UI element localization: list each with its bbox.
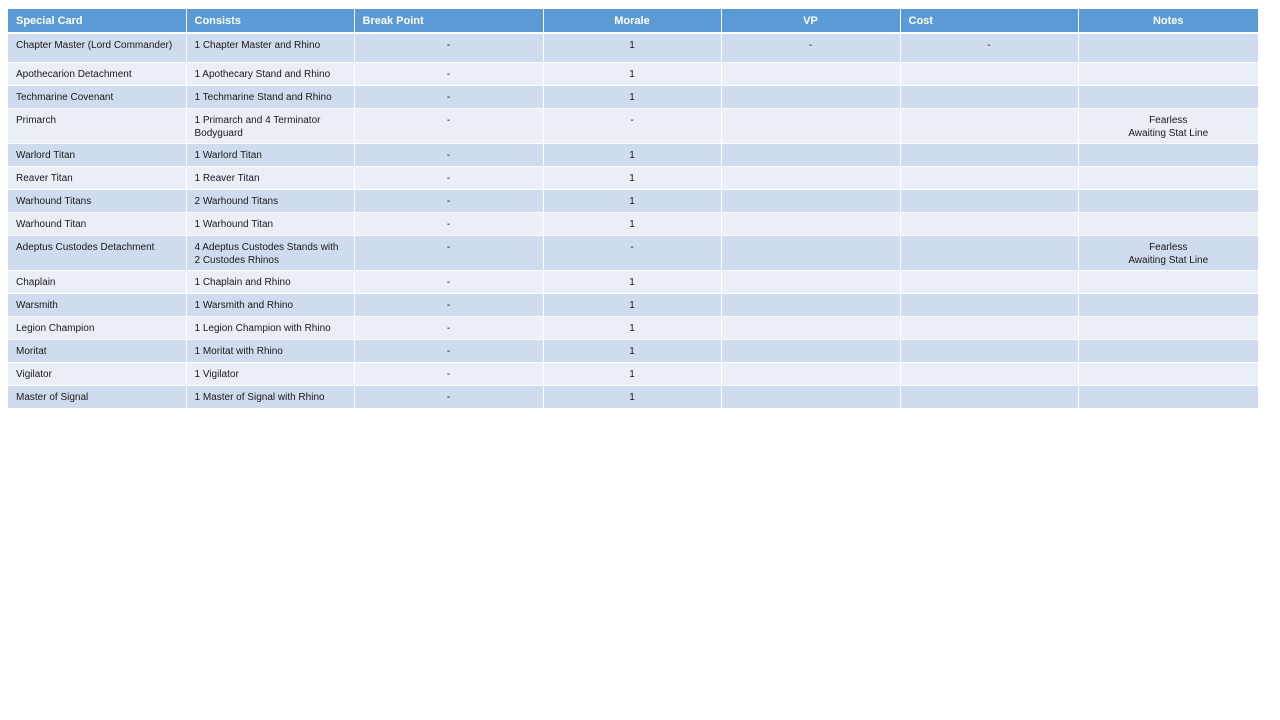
cell-vp (721, 294, 900, 317)
cell-morale: 1 (543, 63, 721, 86)
header-special-card: Special Card (8, 9, 186, 33)
cell-special-card: Master of Signal (8, 386, 186, 409)
cell-cost (900, 167, 1078, 190)
cell-notes (1078, 236, 1258, 271)
cell-special-card: Warsmith (8, 294, 186, 317)
table-row (8, 167, 1258, 190)
cell-vp (721, 190, 900, 213)
table-row (8, 213, 1258, 236)
cell-vp: - (721, 33, 900, 63)
cell-notes (1078, 213, 1258, 236)
cell-notes (1078, 86, 1258, 109)
cell-notes (1078, 63, 1258, 86)
cell-special-card: Reaver Titan (8, 167, 186, 190)
table-row (8, 144, 1258, 167)
header-break-point: Break Point (354, 9, 543, 33)
table-row (8, 109, 1258, 144)
cell-break-point: - (354, 271, 543, 294)
cell-consists: 1 Moritat with Rhino (186, 340, 354, 363)
cell-vp (721, 109, 900, 144)
cell-morale: 1 (543, 294, 721, 317)
cell-break-point: - (354, 63, 543, 86)
table-row (8, 363, 1258, 386)
cell-vp (721, 386, 900, 409)
cell-vp (721, 271, 900, 294)
table-row (8, 86, 1258, 109)
cell-cost (900, 363, 1078, 386)
cell-cost (900, 236, 1078, 271)
cell-consists: 1 Apothecary Stand and Rhino (186, 63, 354, 86)
cell-vp (721, 363, 900, 386)
table-row (8, 63, 1258, 86)
table-row (8, 294, 1258, 317)
cell-special-card: Moritat (8, 340, 186, 363)
cell-morale: 1 (543, 167, 721, 190)
cell-consists: 1 Techmarine Stand and Rhino (186, 86, 354, 109)
cell-morale: 1 (543, 213, 721, 236)
cell-notes (1078, 317, 1258, 340)
table-row (8, 271, 1258, 294)
table-row (8, 33, 1258, 63)
cell-special-card: Apothecarion Detachment (8, 63, 186, 86)
table-row (8, 386, 1258, 409)
header-cost: Cost (900, 9, 1078, 33)
cell-consists: 1 Master of Signal with Rhino (186, 386, 354, 409)
cell-break-point: - (354, 317, 543, 340)
cell-break-point: - (354, 167, 543, 190)
table-row (8, 190, 1258, 213)
cell-vp (721, 213, 900, 236)
cell-consists: 1 Reaver Titan (186, 167, 354, 190)
header-morale: Morale (543, 9, 721, 33)
note-line: Fearless (1149, 115, 1188, 126)
cell-morale: 1 (543, 386, 721, 409)
cell-vp (721, 167, 900, 190)
cell-morale: 1 (543, 363, 721, 386)
cell-notes (1078, 190, 1258, 213)
cell-cost (900, 317, 1078, 340)
header-vp: VP (721, 9, 900, 33)
cell-cost (900, 294, 1078, 317)
cell-special-card: Warhound Titans (8, 190, 186, 213)
note-line: Awaiting Stat Line (1128, 255, 1209, 266)
cell-morale: 1 (543, 190, 721, 213)
cell-break-point: - (354, 109, 543, 144)
cell-special-card: Vigilator (8, 363, 186, 386)
cell-notes (1078, 386, 1258, 409)
cell-vp (721, 317, 900, 340)
cell-notes (1078, 363, 1258, 386)
cell-break-point: - (354, 33, 543, 63)
cell-cost (900, 63, 1078, 86)
cell-special-card: Primarch (8, 109, 186, 144)
cell-morale: 1 (543, 317, 721, 340)
cell-vp (721, 63, 900, 86)
cell-notes (1078, 144, 1258, 167)
cell-cost (900, 340, 1078, 363)
cell-consists: 1 Warhound Titan (186, 213, 354, 236)
cell-consists: 2 Warhound Titans (186, 190, 354, 213)
cell-break-point: - (354, 86, 543, 109)
cell-morale: - (543, 236, 721, 271)
cell-consists: 1 Warlord Titan (186, 144, 354, 167)
header-consists: Consists (186, 9, 354, 33)
cell-special-card: Legion Champion (8, 317, 186, 340)
cell-notes (1078, 340, 1258, 363)
table-row (8, 317, 1258, 340)
cell-cost (900, 109, 1078, 144)
cell-notes (1078, 33, 1258, 63)
cell-special-card: Techmarine Covenant (8, 86, 186, 109)
cell-break-point: - (354, 340, 543, 363)
cell-morale: 1 (543, 144, 721, 167)
table-row (8, 340, 1258, 363)
cell-vp (721, 144, 900, 167)
cell-consists: 1 Primarch and 4 Terminator Bodyguard (186, 109, 354, 144)
cell-morale: 1 (543, 33, 721, 63)
cell-consists: 1 Chapter Master and Rhino (186, 33, 354, 63)
cell-consists: 1 Vigilator (186, 363, 354, 386)
cell-cost (900, 144, 1078, 167)
cell-break-point: - (354, 213, 543, 236)
note-line: Awaiting Stat Line (1128, 128, 1209, 139)
cell-notes (1078, 294, 1258, 317)
special-cards-table (8, 9, 1258, 409)
cell-morale: - (543, 109, 721, 144)
cell-cost (900, 190, 1078, 213)
cell-special-card: Chapter Master (Lord Commander) (8, 33, 186, 63)
cell-special-card: Warlord Titan (8, 144, 186, 167)
cell-special-card: Chaplain (8, 271, 186, 294)
table-header-row (8, 9, 1258, 33)
table-row (8, 236, 1258, 271)
cell-break-point: - (354, 363, 543, 386)
note-line: Fearless (1149, 242, 1188, 253)
cell-cost (900, 86, 1078, 109)
cell-vp (721, 236, 900, 271)
header-notes: Notes (1078, 9, 1258, 33)
cell-break-point: - (354, 190, 543, 213)
cell-notes (1078, 167, 1258, 190)
cell-vp (721, 86, 900, 109)
cell-consists: 1 Legion Champion with Rhino (186, 317, 354, 340)
cell-morale: 1 (543, 271, 721, 294)
cell-break-point: - (354, 386, 543, 409)
cell-consists: 4 Adeptus Custodes Stands with 2 Custodes Rhinos (186, 236, 354, 271)
cell-break-point: - (354, 144, 543, 167)
cell-vp (721, 340, 900, 363)
cell-notes (1078, 109, 1258, 144)
cell-break-point: - (354, 294, 543, 317)
cell-special-card: Adeptus Custodes Detachment (8, 236, 186, 271)
cell-cost: - (900, 33, 1078, 63)
cell-morale: 1 (543, 340, 721, 363)
cell-cost (900, 213, 1078, 236)
cell-break-point: - (354, 236, 543, 271)
cell-cost (900, 386, 1078, 409)
cell-special-card: Warhound Titan (8, 213, 186, 236)
cell-notes (1078, 271, 1258, 294)
cell-consists: 1 Chaplain and Rhino (186, 271, 354, 294)
table-body (8, 33, 1258, 409)
cell-cost (900, 271, 1078, 294)
cell-morale: 1 (543, 86, 721, 109)
cell-consists: 1 Warsmith and Rhino (186, 294, 354, 317)
